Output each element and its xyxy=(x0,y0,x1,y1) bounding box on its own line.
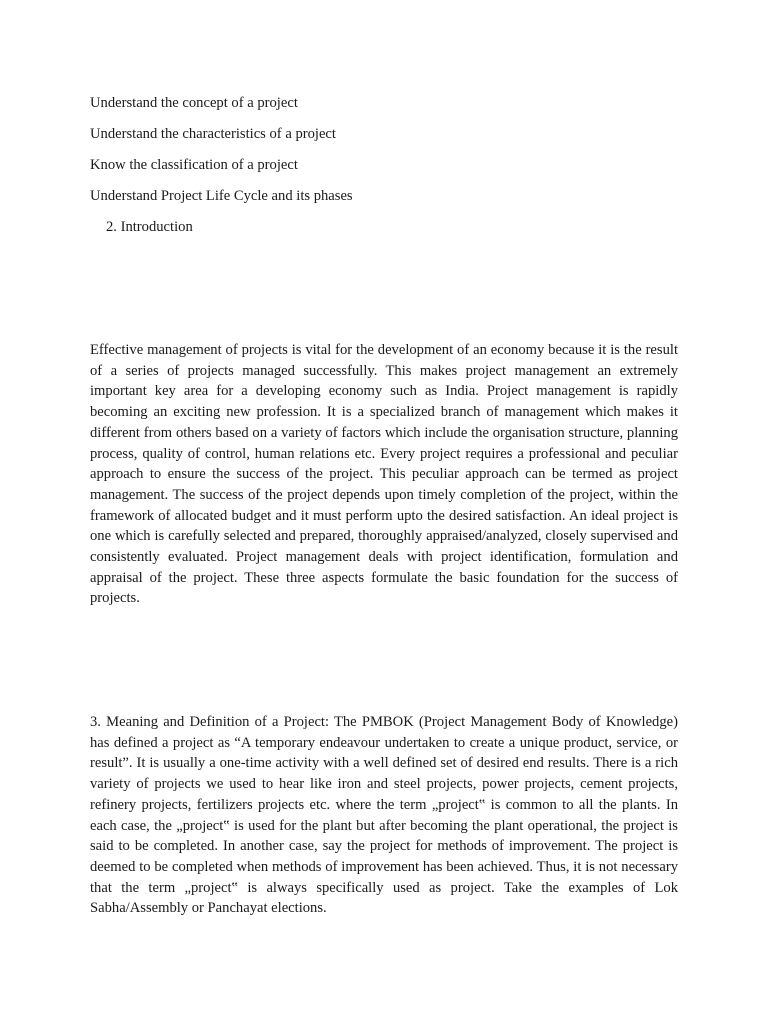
meaning-definition-paragraph: 3. Meaning and Definition of a Project: The PMBOK (Project Management Body of Knowledge) has defined a project as “A temporary endeavour undertaken to create a unique product, service, or result”. It is usually a one-time activity with a well defined set of desired end results. There is a rich variety of projects we used to hear like iron and steel projects, power projects, cement projects, refinery projects, fertilizers projects etc. where the term „project‟ is common to all the plants. In each case, the „project‟ is used for the plant but after becoming the plant operational, the project is said to be completed. In another case, say the project for methods of improvement. The project is deemed to be completed when methods of improvement has been achieved. Thus, it is not necessary that the term „project‟ is always specifically used as project. Take the examples of Lok Sabha/Assembly or Panchayat elections. xyxy=(90,714,678,917)
objective-item: Understand the characteristics of a project xyxy=(90,126,336,142)
objective-item: Understand the concept of a project xyxy=(90,95,298,111)
section-heading-introduction: 2. Introduction xyxy=(106,219,193,235)
objective-item: Know the classification of a project xyxy=(90,157,298,173)
objective-item: Understand Project Life Cycle and its phases xyxy=(90,188,353,204)
introduction-paragraph: Effective management of projects is vital for the development of an economy because it is the result of a series of projects managed successfully. This makes project management an extremely important key area for a developing economy such as India. Project management is rapidly becoming an exciting new profession. It is a specialized branch of management which makes it different from others based on a variety of factors which include the organisation structure, planning process, quality of control, human relations etc. Every project requires a professional and peculiar approach to ensure the success of the project. This peculiar approach can be termed as project management. The success of the project depends upon timely completion of the project, within the framework of allocated budget and it must perform upto the desired satisfaction. An ideal project is one which is carefully selected and prepared, thoroughly appraised/analyzed, closely supervised and consistently evaluated. Project management deals with project identification, formulation and appraisal of the project. These three aspects formulate the basic foundation for the success of projects. xyxy=(90,342,678,607)
